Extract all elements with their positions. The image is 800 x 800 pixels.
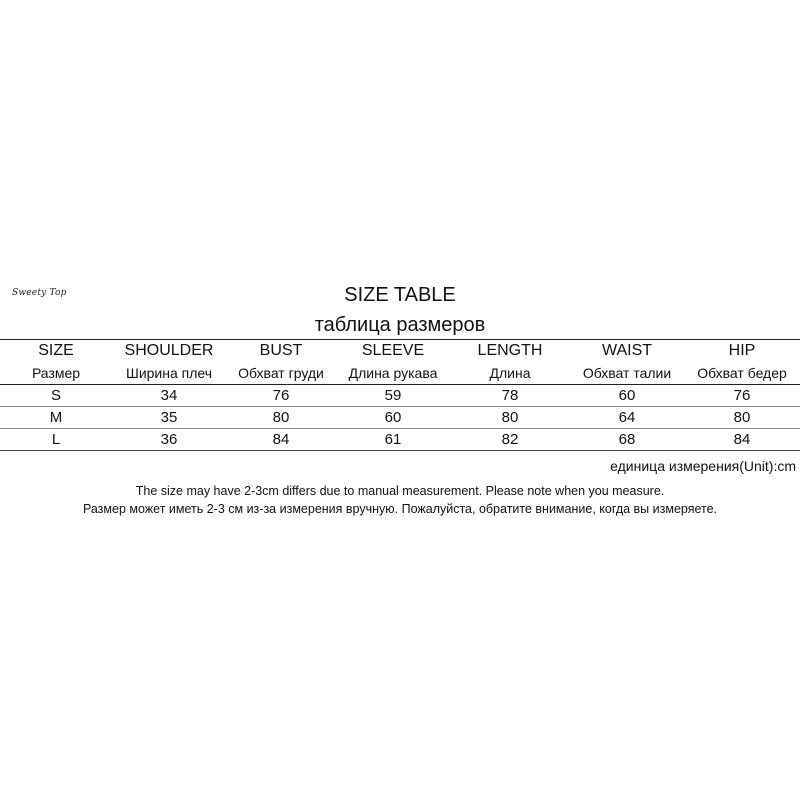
cell-bust: 76 bbox=[226, 385, 336, 407]
cell-shoulder: 35 bbox=[112, 407, 226, 429]
header-sleeve: SLEEVE bbox=[336, 340, 450, 363]
cell-shoulder: 34 bbox=[112, 385, 226, 407]
header-size: SIZE bbox=[0, 340, 112, 363]
cell-length: 78 bbox=[450, 385, 570, 407]
header-sleeve-ru: Длина рукава bbox=[336, 362, 450, 385]
header-length: LENGTH bbox=[450, 340, 570, 363]
cell-waist: 68 bbox=[570, 429, 684, 451]
header-row-russian bbox=[0, 362, 800, 385]
header-row-english bbox=[0, 340, 800, 363]
cell-length: 82 bbox=[450, 429, 570, 451]
brand-logo: Sweety Top bbox=[12, 288, 67, 298]
header-bust: BUST bbox=[226, 340, 336, 363]
title-english: SIZE TABLE bbox=[344, 284, 456, 306]
header-size-ru: Размер bbox=[0, 362, 112, 385]
cell-sleeve: 59 bbox=[336, 385, 450, 407]
cell-bust: 84 bbox=[226, 429, 336, 451]
cell-hip: 84 bbox=[684, 429, 800, 451]
table-row-l bbox=[0, 429, 800, 451]
header-shoulder-ru: Ширина плеч bbox=[112, 362, 226, 385]
cell-shoulder: 36 bbox=[112, 429, 226, 451]
measurement-note-russian: Размер может иметь 2-3 см из-за измерения вручную. Пожалуйста, обратите внимание, когда вы измеряете. bbox=[82, 502, 718, 516]
cell-size: S bbox=[0, 385, 112, 407]
measurement-note-english: The size may have 2-3cm differs due to manual measurement. Please note when you measure. bbox=[135, 484, 665, 498]
cell-bust: 80 bbox=[226, 407, 336, 429]
table-row-m bbox=[0, 407, 800, 429]
cell-sleeve: 60 bbox=[336, 407, 450, 429]
cell-sleeve: 61 bbox=[336, 429, 450, 451]
cell-size: L bbox=[0, 429, 112, 451]
header-waist-ru: Обхват талии bbox=[570, 362, 684, 385]
cell-hip: 80 bbox=[684, 407, 800, 429]
size-table bbox=[0, 339, 800, 451]
unit-note: единица измерения(Unit):cm bbox=[610, 458, 796, 474]
header-hip-ru: Обхват бедер bbox=[684, 362, 800, 385]
cell-hip: 76 bbox=[684, 385, 800, 407]
header-length-ru: Длина bbox=[450, 362, 570, 385]
cell-waist: 64 bbox=[570, 407, 684, 429]
cell-size: M bbox=[0, 407, 112, 429]
cell-length: 80 bbox=[450, 407, 570, 429]
header-waist: WAIST bbox=[570, 340, 684, 363]
header-bust-ru: Обхват груди bbox=[226, 362, 336, 385]
header-hip: HIP bbox=[684, 340, 800, 363]
table-row-s bbox=[0, 385, 800, 407]
header-shoulder: SHOULDER bbox=[112, 340, 226, 363]
cell-waist: 60 bbox=[570, 385, 684, 407]
title-russian: таблица размеров bbox=[314, 314, 486, 336]
